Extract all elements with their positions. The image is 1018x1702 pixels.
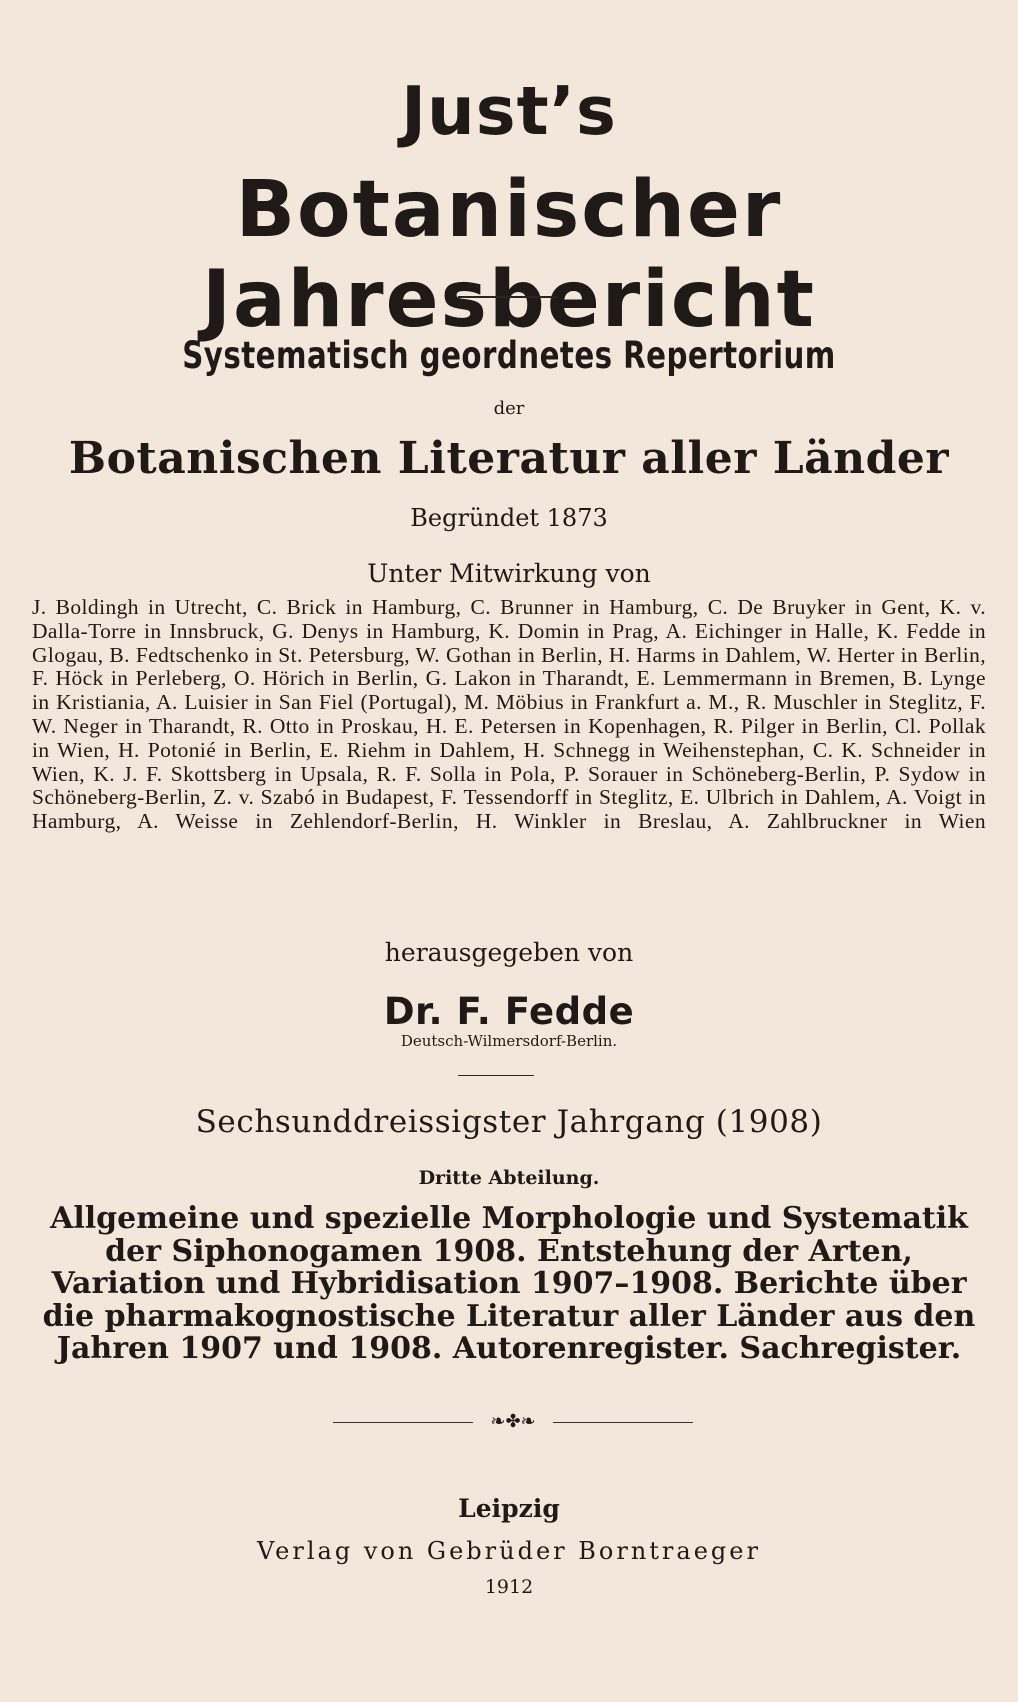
title-line-2: Botanischer Jahresbericht — [202, 165, 816, 345]
subtitle: Systematisch geordnetes Repertorium — [182, 334, 836, 377]
publication-year: 1912 — [484, 1576, 534, 1598]
main-headline: Botanischen Literatur aller Länder — [68, 433, 950, 484]
contributors-block: J. Boldingh in Utrecht, C. Brick in Hamburg, C. Brunner in Hamburg, C. De Bruyker in Gent, K. v. Dalla-Torre in Innsbruck, G. Denys in Hamburg, K. Domin in Prag, A. Eichinger in Halle, K. Fedde in Glogau, B. Fedtschenko in St. Petersburg, W. Gothan in Berlin, H. Harms in Dahlem, W. Herter in Berlin, F. Höck in Perleberg, O. Hörich in Berlin, G. Lakon in Tharandt, E. Lemmermann in Bremen, B. Lynge in Kristiania, A. Luisier in San Fiel (Portugal), M. Möbius in Frankfurt a. M., R. Muschler in Steglitz, F. W. Neger in Tharandt, R. Otto in Proskau, H. E. Petersen in Kopenhagen, R. Pilger in Berlin, Cl. Pollak in Wien, H. Potonié in Berlin, E. Riehm in Dahlem, H. Schnegg in Weihenstephan, C. K. Schneider in Wien, K. J. F. Skottsberg in Upsala, R. F. Solla in Pola, P. Sorauer in Schöneberg-Berlin, P. Sydow in Schöneberg-Berlin, Z. v. Szabó in Budapest, F. Tessendorff in Steglitz, E. Ulbrich in Dahlem, A. Voigt in Hamburg, A. Weisse in Zehlendorf-Berlin, H. Winkler in Breslau, A. Zahlbruckner in Wien — [32, 595, 986, 834]
middle-divider — [458, 1075, 534, 1076]
ornament-right-line — [553, 1422, 693, 1423]
editor-place: Deutsch-Wilmersdorf-Berlin. — [400, 1032, 618, 1050]
volume-title: Sechsunddreissigster Jahrgang (1908) — [195, 1104, 823, 1140]
ornament-divider — [333, 1412, 693, 1432]
publisher-place: Leipzig — [458, 1494, 560, 1523]
contents-summary: Allgemeine und spezielle Morphologie und Systematik der Siphonogamen 1908. Entstehung der Arten, Variation und Hybridisation 1907–1908. Berichte über die pharmakognostische Literatur aller Länder aus den Jahren 1907 und 1908. Autorenregister. Sachregister. — [42, 1201, 976, 1366]
ornament-icon: ❧✤❧ — [490, 1411, 536, 1432]
publisher-name: Verlag von Gebrüder Borntraeger — [257, 1537, 761, 1565]
division-label: Dritte Abteilung. — [418, 1167, 600, 1189]
title-line-1: Just’s — [401, 72, 617, 150]
connector-word: der — [493, 398, 525, 419]
collaboration-intro: Unter Mitwirkung von — [367, 559, 651, 588]
ornament-left-line — [333, 1422, 473, 1423]
title-divider — [458, 296, 558, 298]
editor-name: Dr. F. Fedde — [383, 990, 635, 1033]
founded-line: Begründet 1873 — [410, 504, 608, 532]
editor-label: herausgegeben von — [384, 938, 634, 967]
